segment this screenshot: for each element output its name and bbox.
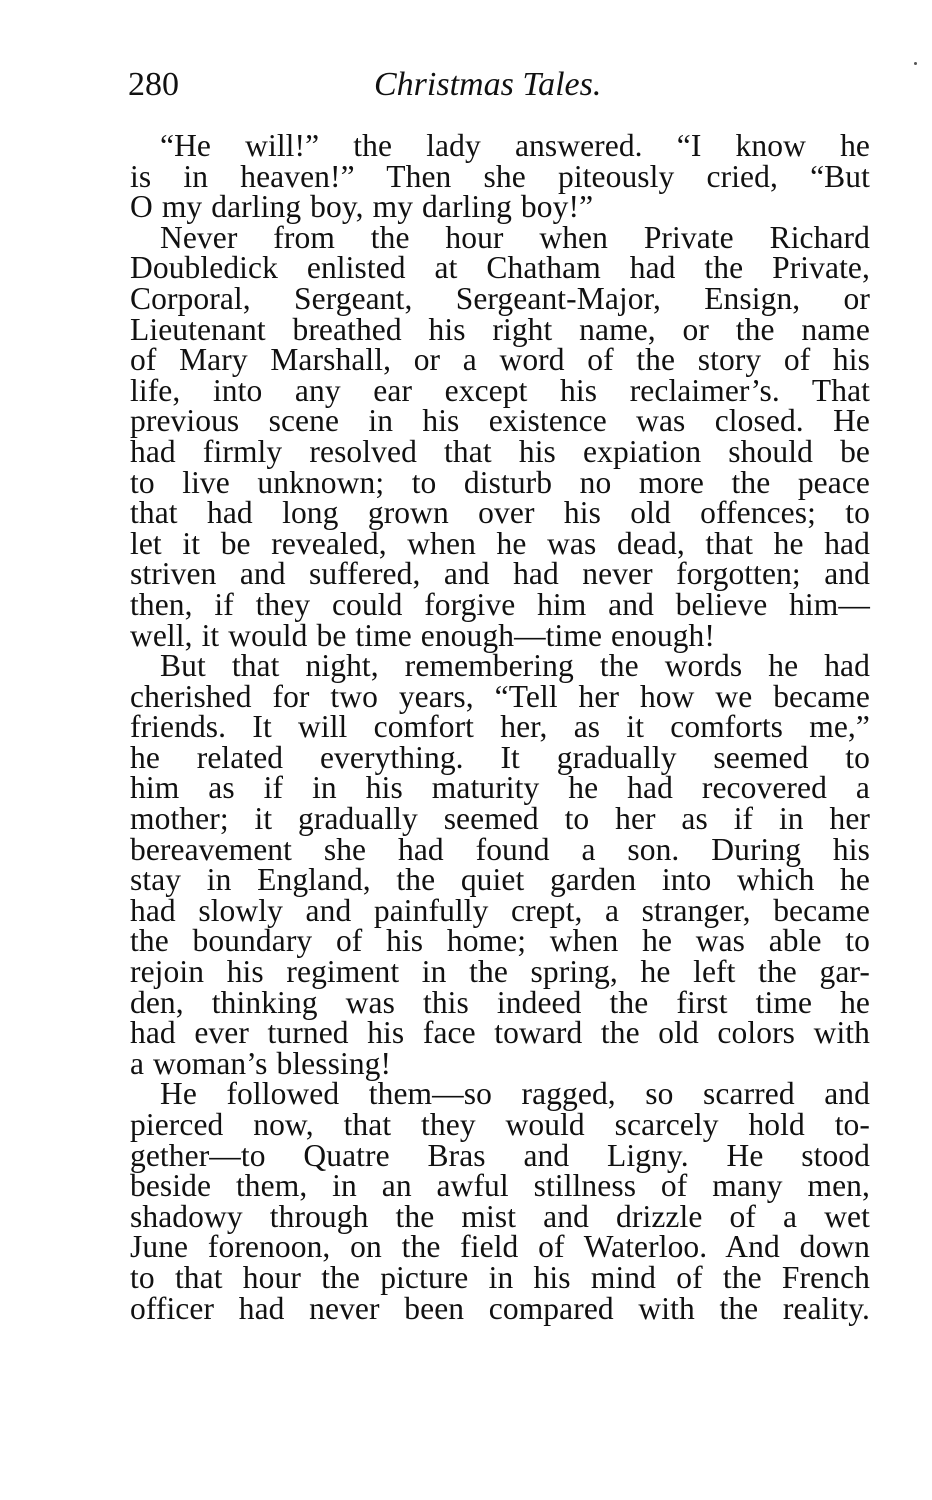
text-line: life, into any ear except his reclaimer’s. That bbox=[130, 372, 870, 408]
text-line: striven and suffered, and had never forgotten; and bbox=[130, 556, 870, 592]
text-line: had ever turned his face toward the old colors with bbox=[130, 1015, 870, 1051]
text-line: to live unknown; to disturb no more the peace bbox=[130, 464, 870, 500]
text-line: beside them, in an awful stillness of many men, bbox=[130, 1168, 870, 1204]
text-line: “He will!” the lady answered. “I know he bbox=[160, 128, 870, 163]
text-line: then, if they could forgive him and believe him— bbox=[130, 586, 870, 622]
text-line: O my darling boy, my darling boy!” bbox=[130, 189, 594, 225]
text-line: let it be revealed, when he was dead, that he had bbox=[130, 525, 870, 561]
text-line: is in heaven!” Then she piteously cried, “But bbox=[130, 158, 870, 194]
body-text bbox=[130, 128, 870, 1326]
text-line: pierced now, that they would scarcely hold to- bbox=[130, 1107, 870, 1142]
text-line: that had long grown over his old offences; to bbox=[130, 495, 870, 531]
text-line: of Mary Marshall, or a word of the story of his bbox=[130, 342, 870, 378]
text-line: He followed them—so ragged, so scarred and bbox=[160, 1076, 870, 1112]
text-line: the boundary of his home; when he was able to bbox=[130, 923, 870, 959]
text-line: previous scene in his existence was closed. He bbox=[130, 403, 870, 439]
text-line: a woman’s blessing! bbox=[130, 1045, 392, 1081]
text-line: friends. It will comfort her, as it comforts me,” bbox=[130, 709, 870, 745]
text-line: Doubledick enlisted at Chatham had the Private, bbox=[130, 250, 870, 286]
text-line: well, it would be time enough—time enough! bbox=[130, 617, 715, 653]
text-line: cherished for two years, “Tell her how we became bbox=[130, 678, 870, 714]
text-line: den, thinking was this indeed the first time he bbox=[130, 984, 870, 1020]
text-line: Never from the hour when Private Richard bbox=[160, 219, 870, 255]
running-title: Christmas Tales. bbox=[374, 66, 602, 103]
page-header bbox=[128, 62, 868, 108]
text-line: stay in England, the quiet garden into which he bbox=[130, 862, 870, 898]
text-line: Lieutenant breathed his right name, or the name bbox=[130, 311, 870, 347]
text-line: rejoin his regiment in the spring, he left the gar- bbox=[130, 954, 870, 990]
text-line: officer had never been compared with the reality. bbox=[130, 1290, 870, 1326]
text-line: him as if in his maturity he had recovered a bbox=[130, 770, 870, 806]
text-line: Corporal, Sergeant, Sergeant-Major, Ensign, or bbox=[130, 280, 870, 316]
text-line: to that hour the picture in his mind of the French bbox=[130, 1259, 870, 1295]
print-speck bbox=[914, 62, 917, 65]
text-line: mother; it gradually seemed to her as if in her bbox=[130, 801, 870, 837]
text-line: June forenoon, on the field of Waterloo. And down bbox=[130, 1229, 870, 1265]
text-line: shadowy through the mist and drizzle of a wet bbox=[130, 1198, 870, 1234]
text-line: But that night, remembering the words he had bbox=[160, 648, 870, 684]
page-number: 280 bbox=[128, 66, 179, 103]
text-line: had slowly and painfully crept, a stranger, became bbox=[130, 892, 870, 928]
text-line: gether—to Quatre Bras and Ligny. He stood bbox=[130, 1137, 870, 1173]
text-line: had firmly resolved that his expiation should be bbox=[130, 433, 870, 469]
text-line: bereavement she had found a son. During his bbox=[130, 831, 870, 867]
text-line: he related everything. It gradually seemed to bbox=[130, 739, 870, 775]
